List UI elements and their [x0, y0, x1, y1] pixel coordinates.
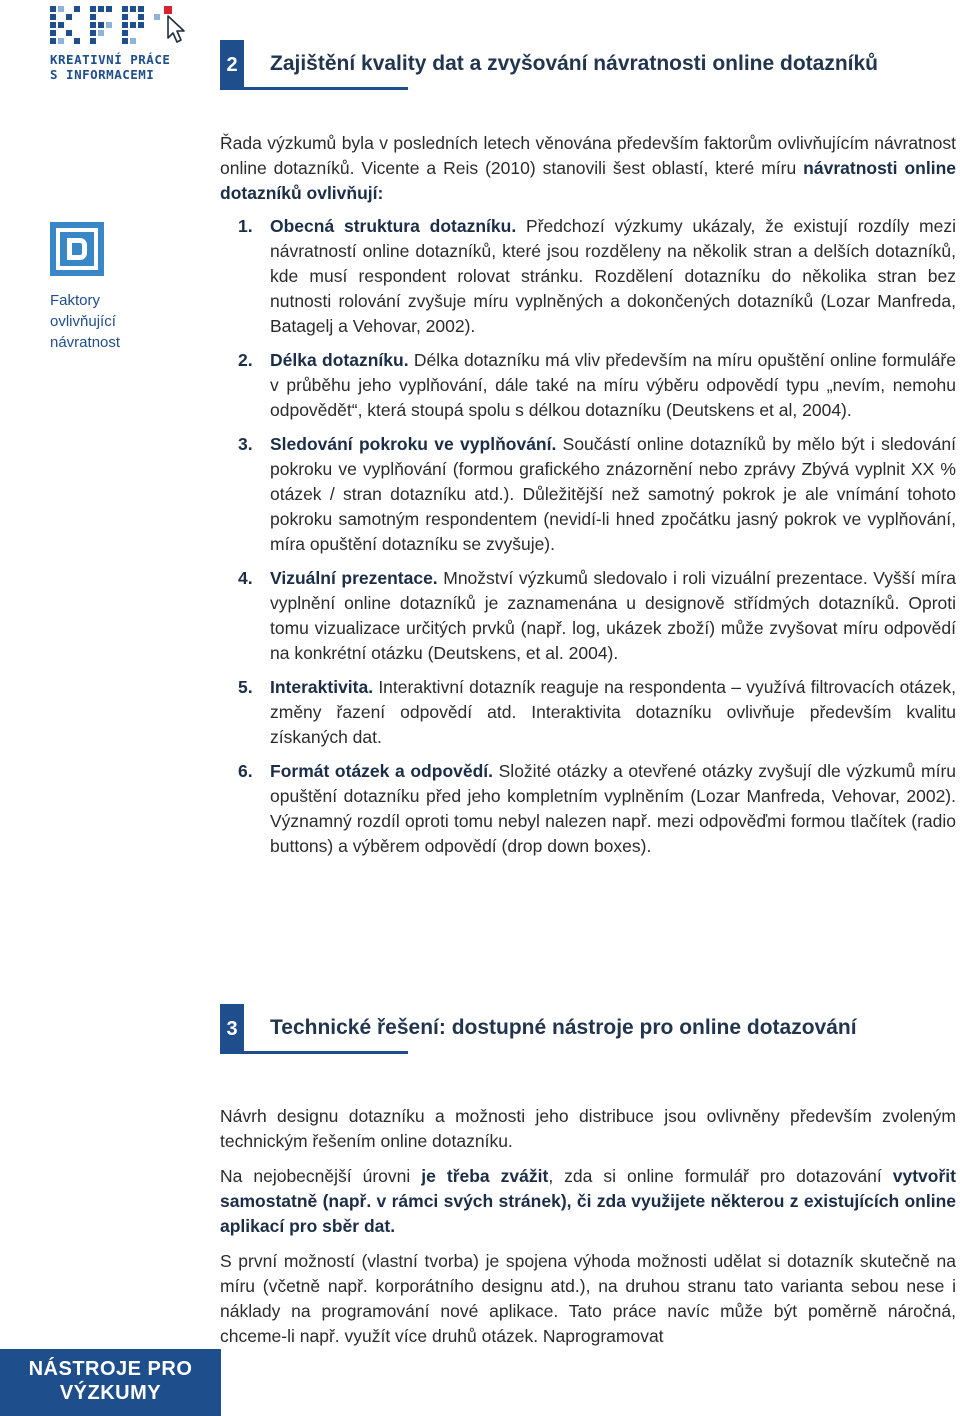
logo-pixel-icon — [50, 4, 200, 52]
intro-paragraph — [220, 131, 956, 206]
section-title: Zajištění kvality dat a zvyšování návratnosti online dotazníků — [270, 52, 878, 75]
list-item: 1. Obecná struktura dotazníku. Předchozí výzkumy ukázaly, že existují rozdíly mezi návratností online dotazníků, které jsou rozděleny na několik stran a delších dotazníků, kde musí respondent rolovat stránku. Rozdělení dotazníku do několika stran bez nutnosti rolování zvyšuje míru vyplněných a dokončených dotazníků (Lozar Manfreda, Batagelj a Vehovar, 2002). — [238, 216, 957, 336]
logo-line-1: KREATIVNÍ PRÁCE — [50, 52, 171, 67]
footer-label — [0, 1349, 221, 1416]
paragraph-1: Návrh designu dotazníku a možnosti jeho distribuce jsou ovlivněny především zvoleným technickým řešením online dotazníku. — [220, 1106, 956, 1151]
section-number: 3 — [220, 1004, 244, 1054]
factors-list — [220, 214, 956, 868]
intro-text: Řada výzkumů byla v posledních letech věnována především faktorům ovlivňujícím návratnost online dotazníků. Vicente a Reis (2010) stanovili šest oblastí, které míru — [220, 133, 956, 178]
paragraph-3: S první možností (vlastní tvorba) je spojena výhoda možnosti udělat si dotazník skutečně na míru (včetně např. korporátního designu atd.), na druhou stranu tato varianta sebou nese i náklady na programování nové aplikace. Tato práce navíc může být poměrně náročná, chceme-li např. využít více druhů otázek. Naprogramovat — [220, 1251, 956, 1346]
side-note-line-2: ovlivňující — [50, 313, 116, 330]
side-note-line-1: Faktory — [50, 292, 101, 309]
list-item: 5. Interaktivita. Interaktivní dotazník reaguje na respondenta – využívá filtrovacích otázek, změny řazení odpovědí atd. Interaktivita dotazníku ovlivňuje především kvalitu získaných dat. — [238, 677, 956, 747]
list-item: 4. Vizuální prezentace. Množství výzkumů sledovalo i roli vizuální prezentace. Vyšší míra vyplnění online dotazníků je zaznamenána u designově střídmých dotazníků. Oproti tomu vizualizace určitých prvků (např. log, ukázek zboží) může zvyšovat míru odpovědí na konkrétní otázku (Deutskens, et al. 2004). — [238, 568, 956, 663]
section-underline — [244, 1051, 408, 1054]
list-item: 3. Sledování pokroku ve vyplňování. Součástí online dotazníků by mělo být i sledování pokroku ve vyplňování (formou grafického znázornění nebo zprávy Zbývá vyplnit XX % otázek / stran dotazníku atd.). Důležitější než samotný pokrok je ale vnímání tohoto pokroku samotným respondentem (nevidí-li hned zpočátku jasný pokrok ve vyplňování, míra opuštění dotazníku se zvyšuje). — [238, 434, 956, 554]
logo — [50, 4, 200, 82]
paragraph-2: Na nejobecnější úrovni je třeba zvážit, zda si online formulář pro dotazování vytvořit samostatně (např. v rámci svých stránek), či zda využijete některou z existujících online aplikací pro sběr dat. — [220, 1166, 956, 1236]
logo-line-2: S INFORMACEMI — [50, 67, 155, 82]
list-item: 2. Délka dotazníku. Délka dotazníku má vliv především na míru opuštění online formuláře v průběhu jeho vyplňování, dále také na míru výběru odpovědí typu „nevím, nemohu odpovědět“, která stoupá spolu s délkou dotazníku (Deutskens et al, 2004). — [238, 350, 956, 420]
section-3-header — [220, 1004, 940, 1056]
section-underline — [244, 87, 408, 90]
footer-line-1: NÁSTROJE PRO — [28, 1358, 193, 1380]
section-2-header — [220, 40, 940, 92]
section-number: 2 — [220, 40, 244, 90]
section-title: Technické řešení: dostupné nástroje pro online dotazování — [270, 1016, 857, 1039]
hand-cursor-icon — [168, 16, 184, 42]
side-note — [50, 290, 170, 353]
list-item: 6. Formát otázek a odpovědí. Složité otázky a otevřené otázky zvyšují dle výzkumů míru opuštění dotazníku před jeho kompletním vyplněním (Lozar Manfreda, Vehovar, 2002). Významný rozdíl oproti tomu nebyl nalezen např. mezi odpověďmi formou tlačítek (radio buttons) a výběrem odpovědí (drop down boxes). — [238, 761, 957, 856]
d-letter-icon — [50, 222, 104, 276]
footer-line-2: VÝZKUMY — [59, 1382, 162, 1404]
side-note-line-3: návratnost — [50, 334, 121, 351]
intro-bold-text: návratnosti online dotazníků ovlivňují: — [220, 158, 956, 203]
